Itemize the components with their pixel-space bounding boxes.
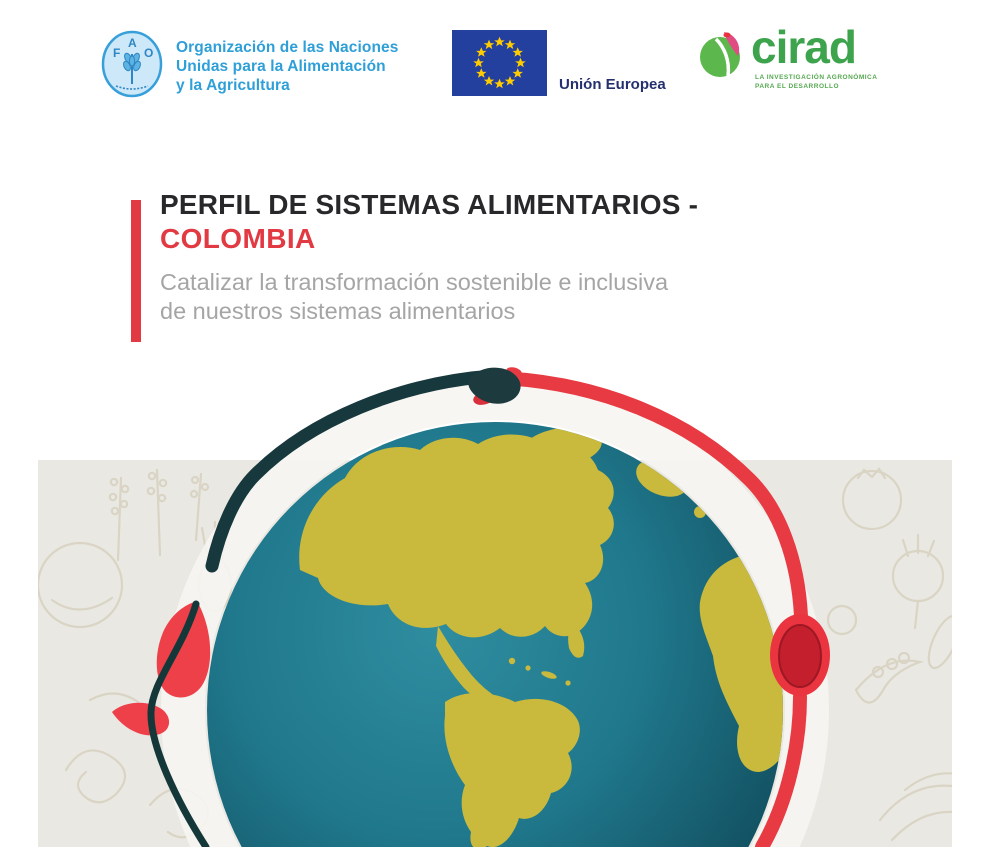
sprout-leaf-large <box>157 601 210 697</box>
page-title-line2: COLOMBIA <box>160 223 316 254</box>
orbit-bead <box>770 614 830 696</box>
subtitle-line2: de nuestros sistemas alimentarios <box>160 298 516 324</box>
svg-text:O: O <box>144 46 154 60</box>
subtitle-line1: Catalizar la transformación sostenible e inclusiva <box>160 269 669 295</box>
cirad-wordmark: cirad <box>751 21 856 73</box>
fao-line-3: y la Agricultura <box>176 77 290 94</box>
eu-label: Unión Europea <box>559 76 666 93</box>
cirad-tagline-2: PARA EL DESARROLLO <box>755 83 839 90</box>
sprout-leaf-small <box>112 703 169 736</box>
fao-line-1: Organización de las Naciones <box>176 39 399 56</box>
cirad-tagline-1: LA INVESTIGACIÓN AGRONÓMICA <box>755 74 878 81</box>
fao-line-2: Unidas para la Alimentación <box>176 58 386 75</box>
page-title-line1: PERFIL DE SISTEMAS ALIMENTARIOS - <box>160 189 699 220</box>
svg-text:F: F <box>113 46 121 60</box>
svg-text:A: A <box>128 36 137 50</box>
